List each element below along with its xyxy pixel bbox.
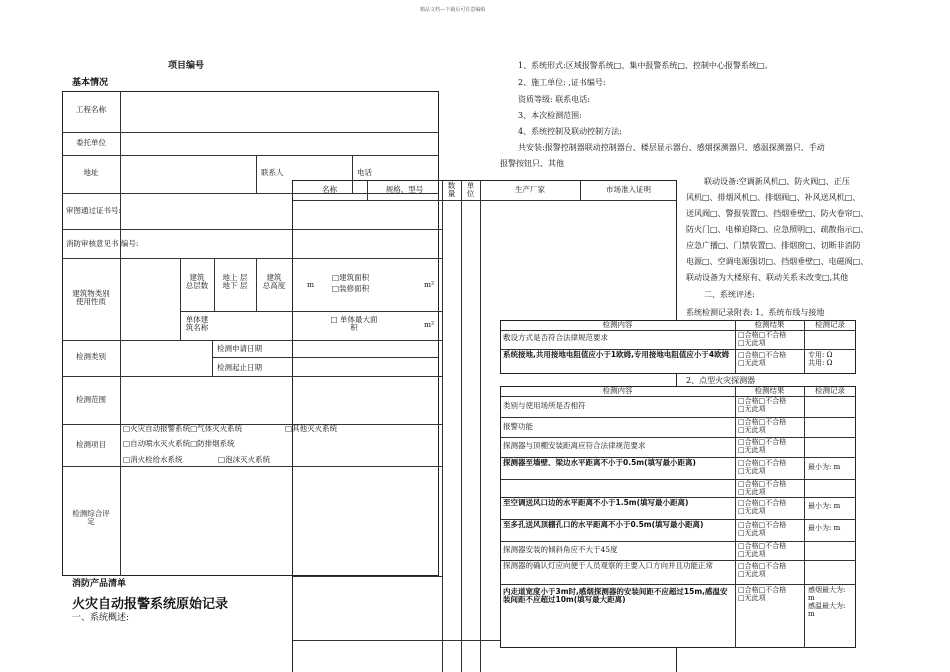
text-scope: 3、本次检测范围: — [518, 111, 582, 120]
t2-row-7-content: 至多孔送风顶棚孔口的水平距离不小于0.5m(填写最小距离) — [503, 520, 704, 529]
product-header-maker: 生产厂家 — [515, 185, 545, 194]
label-building-category: 建筑物类别 使用性质 — [72, 289, 110, 306]
t2-header-result: 检测结果 — [754, 386, 785, 395]
t2-row-3-result: □合格□不合格 □无此项 — [738, 438, 787, 455]
text-section-2: 2、点型火灾探测器 — [686, 376, 756, 385]
t2-row-8-result: □合格□不合格 □无此项 — [738, 542, 787, 559]
label-overall-eval: 检测综合评 定 — [72, 509, 110, 526]
t1-header-result: 检测结果 — [754, 320, 785, 329]
unit-m2-b: m² — [424, 320, 435, 329]
t1-row-1-result: □合格□不合格 □无此项 — [738, 331, 787, 348]
text-construction-unit: 2、施工单位: ,证书编号: — [518, 78, 606, 87]
label-project-name: 工程名称 — [76, 105, 106, 114]
t2-row-2-result: □合格□不合格 □无此项 — [738, 418, 787, 435]
text-linkage-1: 联动设备:空调新风机□、防火阀□、正压 — [704, 177, 850, 186]
t1-header-record: 检测记录 — [815, 320, 845, 329]
text-installed: 共安装:报警控制器联动控制器台、楼层显示器台、感烟探测器只、感温探测器只、手动 — [518, 143, 825, 152]
label-review-cert: 审图通过证书号: — [66, 206, 122, 215]
t2-row-4-result: □合格□不合格 □无此项 — [738, 459, 787, 476]
t2-row-6-content: 至空调送风口边的水平距离不小于1.5m(填写最小距离) — [503, 498, 689, 507]
t2-row-2-content: 报警功能 — [503, 422, 533, 431]
product-list-label: 消防产品清单 — [72, 579, 127, 589]
label-apply-date: 检测申请日期 — [217, 344, 262, 353]
product-header-model: 规格、型号 — [385, 185, 424, 194]
label-address: 地址 — [83, 168, 99, 177]
t1-row-2-result: □合格□不合格 □无此项 — [738, 351, 787, 368]
label-contact: 联系人 — [261, 168, 284, 177]
t2-row-9-result: □合格□不合格 □无此项 — [738, 562, 787, 579]
text-linkage-6: 电源□、空调电源强切□、挡烟垂壁□、电磁阀□、 — [686, 257, 869, 266]
text-linkage-3: 送风阀□、警报装置□、挡烟垂壁□、防火卷帘□、 — [686, 209, 869, 218]
t2-row-7-record: 最小为: m — [808, 524, 841, 532]
t2-row-10-content: 内走道宽度小于3m时,感烟探测器的安装间距不应超过15m,感温安装间距不应超过10m(填写最大距离) — [503, 587, 728, 604]
text-linkage-5: 应急广播□、门禁装置□、排烟窗□、切断非消防 — [686, 241, 861, 250]
product-header-qty: 数 量 — [447, 181, 456, 198]
t2-row-4-content: 探测器至墙壁、梁边水平距离不小于0.5m(填写最小距离) — [503, 458, 696, 467]
label-floors-above-below: 地上 层 地下 层 — [222, 273, 248, 290]
label-single-name: 单体建 筑名称 — [185, 315, 209, 332]
text-qualification: 资质等级: 联系电话: — [518, 95, 590, 104]
t2-row-10-result: □合格□不合格 □无此项 — [738, 586, 787, 603]
t2-row-4-record: 最小为: m — [808, 463, 841, 471]
product-header-name: 名称 — [322, 185, 337, 194]
t2-row-6-record: 最小为: m — [808, 502, 841, 510]
label-floors-total: 建筑 总层数 — [185, 273, 209, 290]
label-inspect-scope: 检测范围 — [76, 395, 106, 404]
t1-row-1-content: 敷设方式是否符合法律规范要求 — [503, 333, 608, 342]
product-header-cert: 市场准入证明 — [606, 185, 651, 194]
t2-row-10-record: 感烟最大为: m 感温最大为: m — [808, 586, 846, 619]
text-linkage-7: 联动设备为大楼原有、联动关系未改变□,其他 — [686, 273, 849, 282]
t1-header-content: 检测内容 — [602, 320, 633, 329]
text-system-form: 1、系统形式:区域报警系统□、集中报警系统□、控制中心报警系统□。 — [518, 61, 773, 70]
label-inspect-category: 检测类别 — [76, 352, 106, 361]
product-header-unit: 单 位 — [466, 181, 475, 198]
t2-row-1-result: □合格□不合格 □无此项 — [738, 397, 787, 414]
text-table-intro: 系统检测记录附表: 1、系统布线与接地 — [686, 308, 825, 317]
t2-row-7-result: □合格□不合格 □无此项 — [738, 521, 787, 538]
label-start-date: 检测起止日期 — [217, 363, 262, 372]
text-control-method: 4、系统控制及联动控制方法: — [518, 127, 622, 136]
label-fire-review: 消防审核意见书 编号: — [66, 239, 139, 248]
t2-row-1-content: 类别与使用场所是否相符 — [503, 401, 586, 410]
label-total-height: 建筑 总高度 — [262, 273, 286, 290]
items-line-3b: □泡沫灭火系统 — [218, 455, 271, 464]
label-inspect-items: 检测项目 — [76, 440, 106, 449]
unit-m: m — [307, 280, 315, 289]
t2-row-8-content: 探测器安装的倾斜角应不大于45度 — [503, 545, 618, 554]
unit-m2: m² — [424, 280, 435, 289]
t2-row-5-result: □合格□不合格 □无此项 — [738, 480, 787, 497]
t1-row-2-record: 专用: Ω 共用: Ω — [808, 351, 833, 368]
label-area-decor: □装修面积 — [332, 284, 370, 293]
t2-row-3-content: 探测器与顶棚安装距离应符合法律规范要求 — [503, 441, 646, 450]
t2-header-record: 检测记录 — [815, 386, 845, 395]
t2-row-6-result: □合格□不合格 □无此项 — [738, 499, 787, 516]
label-single-max-area: □ 单体最大面 积 — [330, 315, 378, 332]
items-line-3a: □消火栓给水系统 — [123, 455, 183, 464]
header-note: 精品文档---下载后可任意编辑 — [420, 7, 486, 13]
main-title: 火灾自动报警系统原始记录 — [72, 597, 229, 612]
text-installed-cont: 报警按钮只、其他 — [500, 159, 564, 168]
label-client: 委托单位 — [76, 138, 106, 147]
text-system-eval: 二、系统评述: — [704, 290, 755, 299]
text-linkage-2: 风机□、排烟风机□、排烟阀□、补风送风机□、 — [686, 193, 861, 202]
label-area-build: □建筑面积 — [332, 273, 370, 282]
items-other: □其他灭火系统 — [285, 424, 338, 433]
project-number-label: 项目编号 — [168, 61, 205, 71]
t1-row-2-content: 系统接地,共用接地电阻值应小于1欧姆,专用接地电阻值应小于4欧姆 — [503, 350, 730, 359]
label-phone: 电话 — [357, 168, 372, 177]
t2-row-9-content: 探测器的确认灯应向便于人员观察的主要入口方向并且功能正常 — [503, 561, 713, 570]
items-line-2: □自动喷水灭火系统□防排烟系统 — [123, 439, 235, 448]
basic-info-label: 基本情况 — [72, 78, 109, 88]
t2-header-content: 检测内容 — [602, 386, 633, 395]
text-linkage-4: 防火门□、电梯迫降□、应急照明□、疏散指示□、 — [686, 225, 869, 234]
items-line-1: □火灾自动报警系统□气体灭火系统 — [123, 424, 243, 433]
overview-heading: 一、系统概述: — [72, 613, 130, 623]
